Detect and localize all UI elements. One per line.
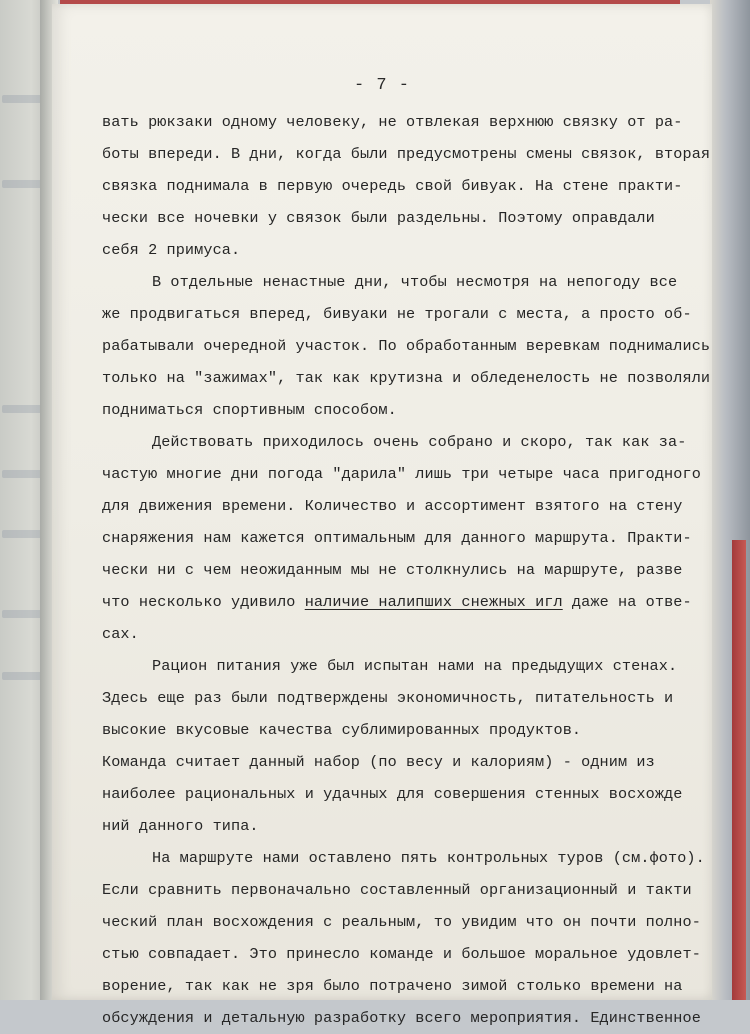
text-line: что несколько удивило наличие налипших снежных игл даже на отве- — [102, 593, 692, 611]
text-line: же продвигаться вперед, бивуаки не трогали с места, а просто об- — [102, 305, 692, 323]
bleed-mark — [2, 180, 42, 188]
text-line: Действовать приходилось очень собрано и скоро, так как за- — [152, 433, 687, 451]
bleed-mark — [2, 530, 42, 538]
text-line: для движения времени. Количество и ассортимент взятого на стену — [102, 497, 683, 515]
text-line: чески все ночевки у связок были раздельны. Поэтому оправдали — [102, 209, 655, 227]
text-line: боты впереди. В дни, когда были предусмотрены смены связок, вторая — [102, 145, 711, 163]
text-line: подниматься спортивным способом. — [102, 401, 397, 419]
text-line: ний данного типа. — [102, 817, 259, 835]
text-line: только на "зажимах", так как крутизна и обледенелость не позволяли — [102, 369, 711, 387]
text-line: Рацион питания уже был испытан нами на предыдущих стенах. — [152, 657, 678, 675]
cover-edge-red — [732, 540, 746, 1000]
text-line: На маршруте нами оставлено пять контрольных туров (см.фото). — [152, 849, 705, 867]
bleed-mark — [2, 95, 42, 103]
document-body — [102, 106, 712, 1034]
text-line: обсуждения и детальную разработку всего мероприятия. Единственное — [102, 1009, 701, 1027]
text-line: сах. — [102, 625, 139, 643]
bleed-mark — [2, 672, 42, 680]
underlined-phrase: наличие налипших снежных игл — [304, 593, 563, 611]
text-line: чески ни с чем неожиданным мы не столкнулись на маршруте, разве — [102, 561, 683, 579]
text-line: наиболее рациональных и удачных для совершения стенных восхожде — [102, 785, 683, 803]
text-line: ворение, так как не зря было потрачено зимой столько времени на — [102, 977, 683, 995]
text-line: рабатывали очередной участок. По обработанным веревкам поднимались — [102, 337, 711, 355]
text-line: себя 2 примуса. — [102, 241, 241, 259]
text-line: вать рюкзаки одному человеку, не отвлекая верхнюю связку от ра- — [102, 113, 683, 131]
text-line: высокие вкусовые качества сублимированных продуктов. — [102, 721, 582, 739]
text-line: стью совпадает. Это принесло команде и большое моральное удовлет- — [102, 945, 701, 963]
text-line: снаряжения нам кажется оптимальным для данного маршрута. Практи- — [102, 529, 692, 547]
bleed-mark — [2, 610, 42, 618]
text-line: ческий план восхождения с реальным, то увидим что он почти полно- — [102, 913, 701, 931]
text-line: Команда считает данный набор (по весу и калориям) - одним из — [102, 753, 655, 771]
bleed-mark — [2, 405, 42, 413]
document-page — [52, 4, 712, 1027]
text-line: В отдельные ненастные дни, чтобы несмотря на непогоду все — [152, 273, 678, 291]
page-number: - 7 - — [353, 76, 410, 95]
text-line: Если сравнить первоначально составленный организационный и такти — [102, 881, 692, 899]
text-line: Здесь еще раз были подтверждены экономичность, питательность и — [102, 689, 674, 707]
text-line: частую многие дни погода "дарила" лишь три четыре часа пригодного — [102, 465, 701, 483]
text-line: связка поднимала в первую очередь свой бивуак. На стене практи- — [102, 177, 683, 195]
bleed-mark — [2, 470, 42, 478]
